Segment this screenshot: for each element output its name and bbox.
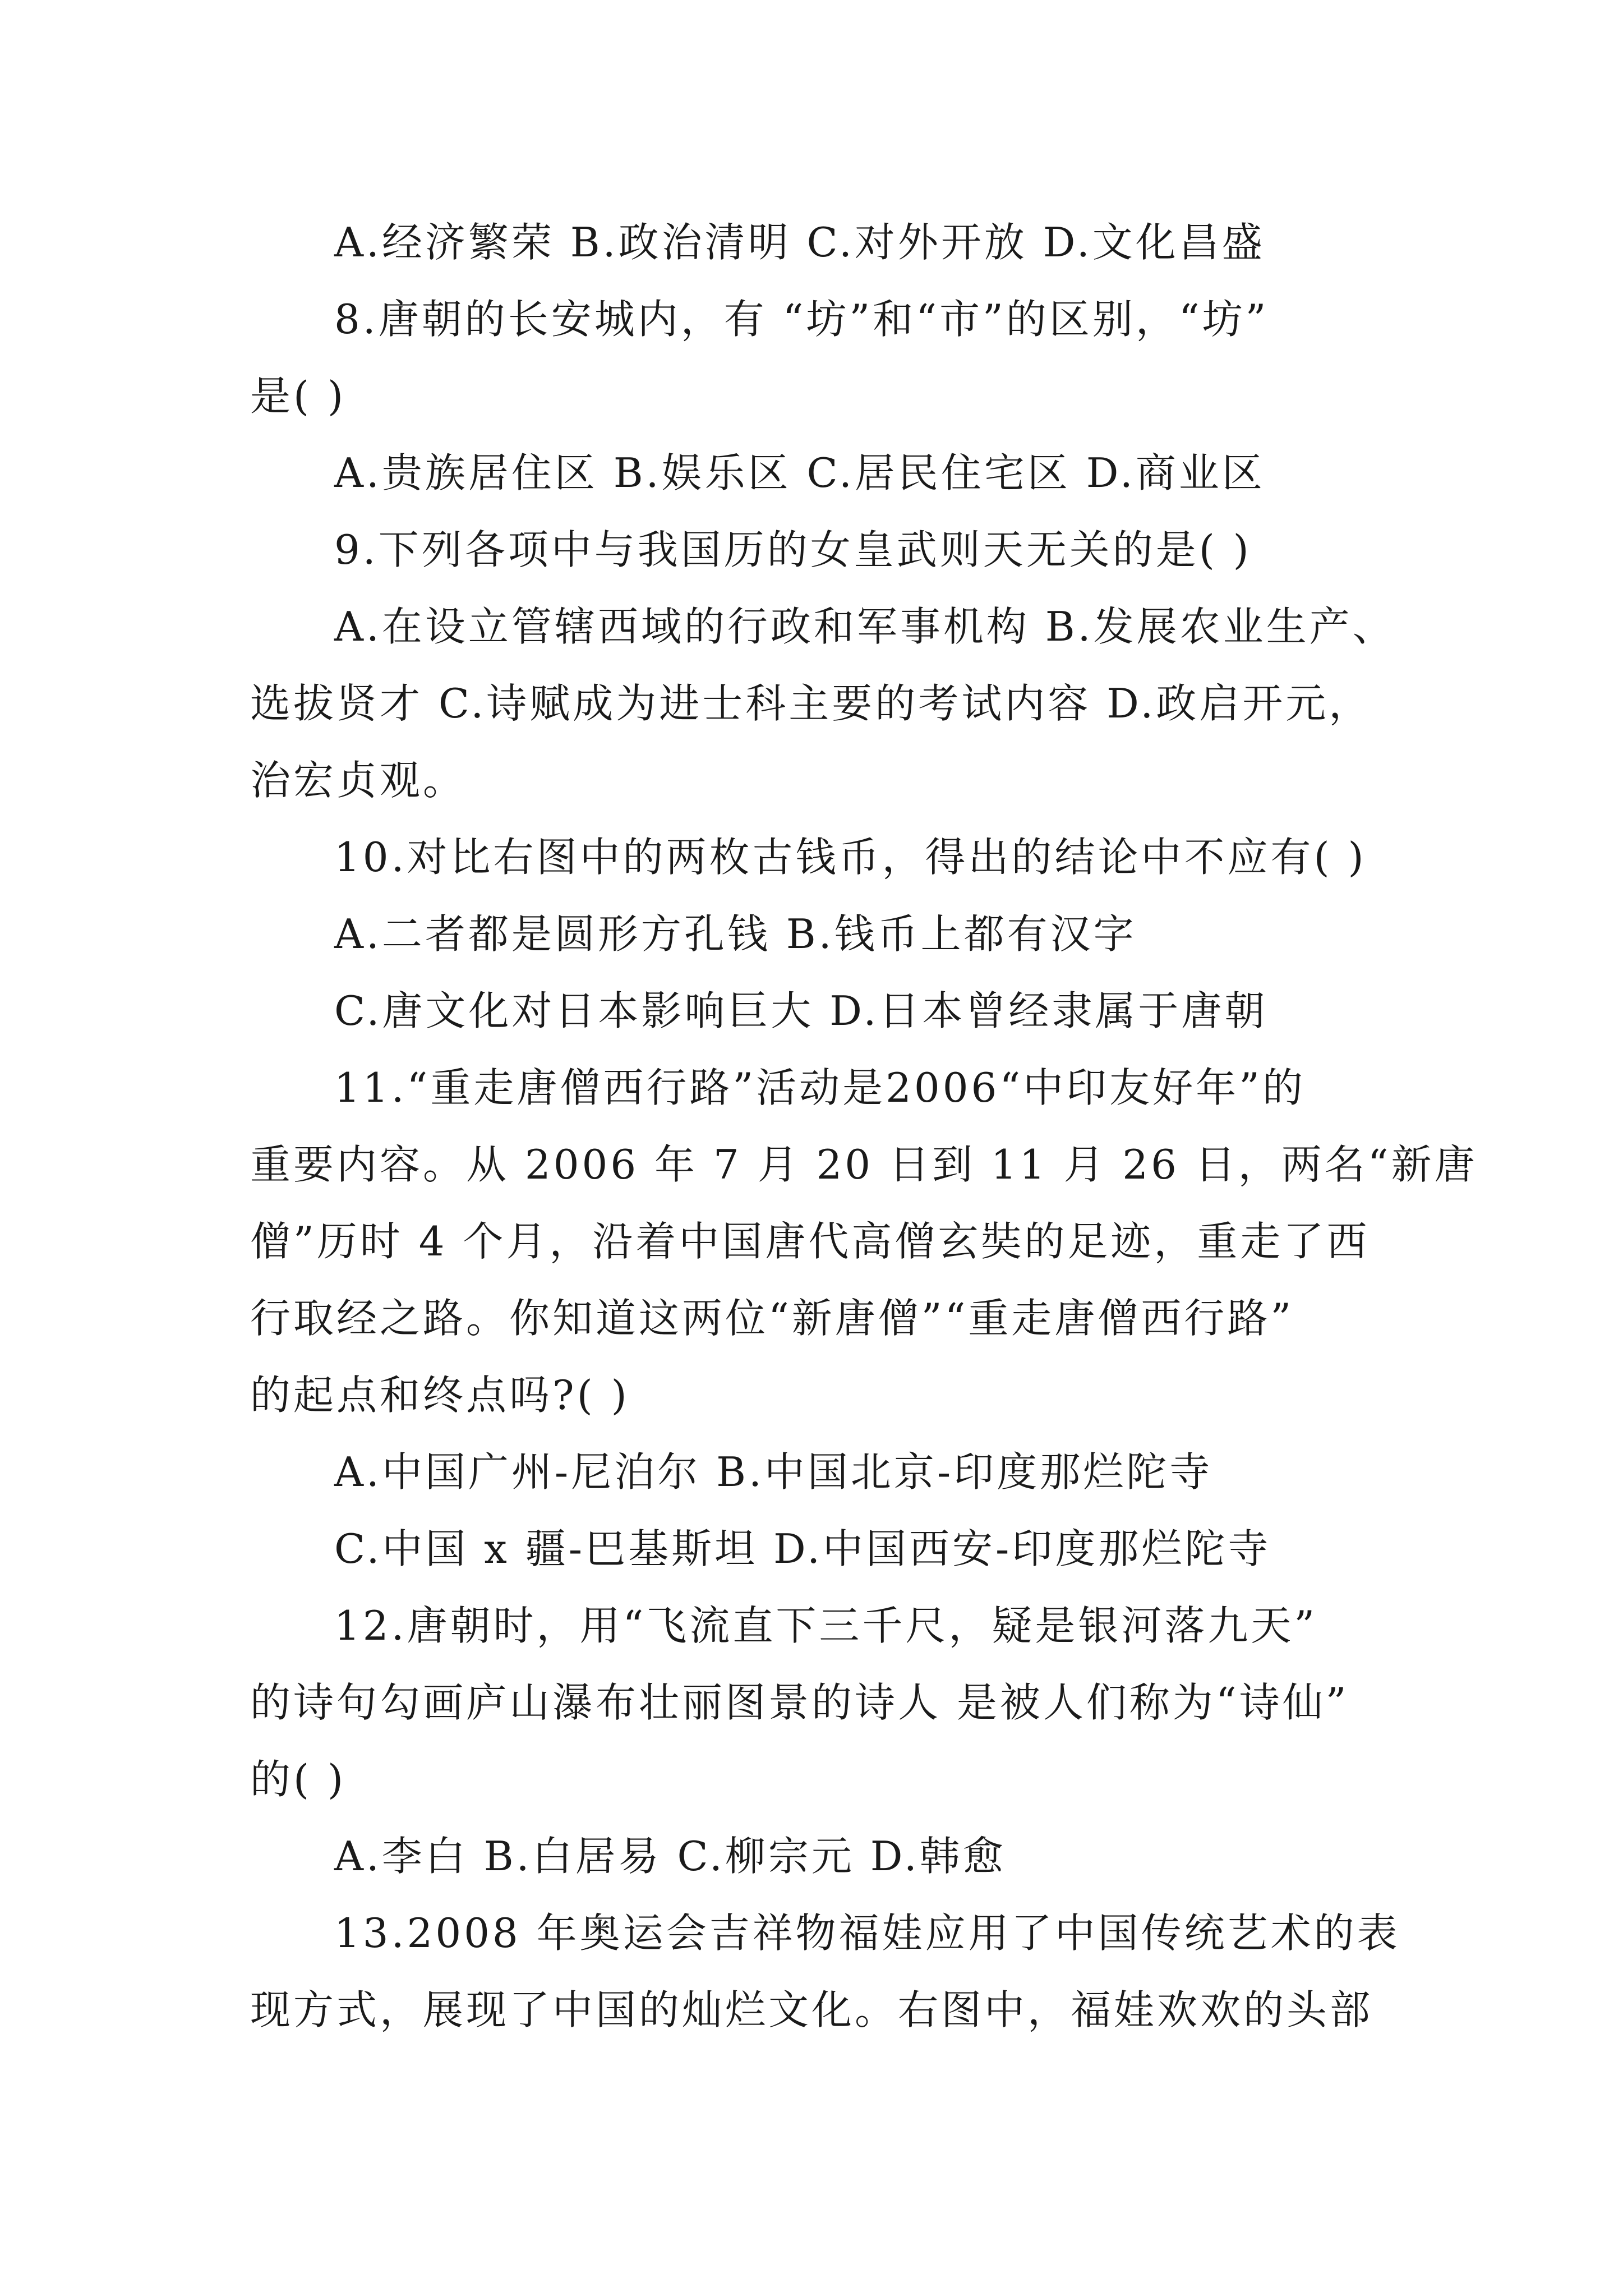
q9-options: A.在设立管辖西域的行政和军事机构 B.发展农业生产、	[334, 603, 1396, 650]
q10-stem: 10.对比右图中的两枚古钱币，得出的结论中不应有( )	[334, 834, 1367, 881]
q12-options: A.李白 B.白居易 C.柳宗元 D.韩愈	[334, 1833, 1006, 1880]
q13-stem-cont: 现方式，展现了中国的灿烂文化。右图中，福娃欢欢的头部	[250, 1986, 1373, 2033]
q11-options-cd: C.中国 x 疆-巴基斯坦 D.中国西安-印度那烂陀寺	[334, 1525, 1271, 1572]
q11-options-ab: A.中国广州-尼泊尔 B.中国北京-印度那烂陀寺	[334, 1448, 1213, 1496]
q7-options: A.经济繁荣 B.政治清明 C.对外开放 D.文化昌盛	[334, 219, 1265, 266]
q9-options-cont-2: 治宏贞观。	[250, 757, 467, 804]
q12-stem-cont: 的诗句勾画庐山瀑布壮丽图景的诗人 是被人们称为“诗仙”	[250, 1679, 1349, 1726]
q11-stem-cont: 重要内容。从 2006 年 7 月 20 日到 11 月 26 日，两名“新唐	[250, 1141, 1478, 1188]
q12-stem-cont-2: 的( )	[250, 1756, 347, 1803]
q10-options-cd: C.唐文化对日本影响巨大 D.日本曾经隶属于唐朝	[334, 987, 1268, 1034]
q11-stem-cont-3: 行取经之路。你知道这两位“新唐僧”“重走唐僧西行路”	[250, 1295, 1294, 1342]
q8-options: A.贵族居住区 B.娱乐区 C.居民住宅区 D.商业区	[334, 449, 1265, 496]
q8-stem: 8.唐朝的长安城内，有 “坊”和“市”的区别，“坊”	[334, 296, 1269, 343]
q10-options-ab: A.二者都是圆形方孔钱 B.钱币上都有汉字	[334, 910, 1137, 958]
q13-stem: 13.2008 年奥运会吉祥物福娃应用了中国传统艺术的表	[334, 1910, 1400, 1957]
q8-stem-cont: 是( )	[250, 372, 347, 420]
q11-stem-cont-4: 的起点和终点吗?( )	[250, 1372, 630, 1419]
q11-stem-cont-2: 僧”历时 4 个月，沿着中国唐代高僧玄奘的足迹，重走了西	[250, 1218, 1370, 1265]
q11-stem: 11.“重走唐僧西行路”活动是2006“中印友好年”的	[334, 1064, 1306, 1111]
q12-stem: 12.唐朝时，用“飞流直下三千尺，疑是银河落九天”	[334, 1602, 1318, 1649]
q9-options-cont: 选拔贤才 C.诗赋成为进士科主要的考试内容 D.政启开元，	[250, 680, 1372, 727]
q9-stem: 9.下列各项中与我国历的女皇武则天无关的是( )	[334, 526, 1252, 573]
